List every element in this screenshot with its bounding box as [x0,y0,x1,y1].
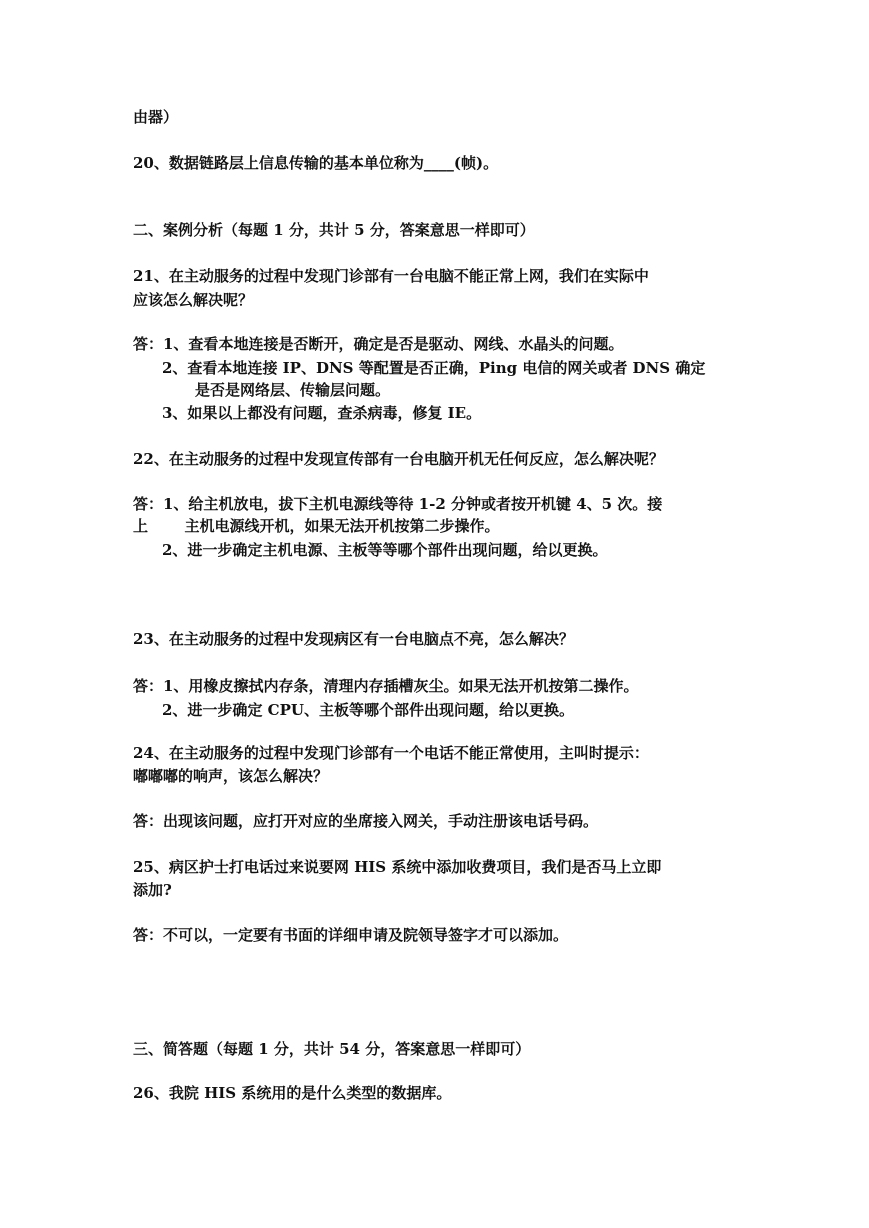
question-21: 21、在主动服务的过程中发现门诊部有一台电脑不能正常上网，我们在实际中 [133,267,649,285]
answer-23-2: 2、进一步确定 CPU、主板等哪个部件出现问题，给以更换。 [162,701,574,719]
question-21-cont: 应该怎么解决呢？ [133,291,254,309]
question-22: 22、在主动服务的过程中发现宣传部有一台电脑开机无任何反应，怎么解决呢？ [133,450,664,468]
question-25-cont: 添加? [133,881,172,899]
section-heading-2: 二、案例分析（每题 1 分，共计 5 分，答案意思一样即可） [133,221,535,239]
question-25: 25、病区护士打电话过来说要网 HIS 系统中添加收费项目，我们是否马上立即 [133,858,662,876]
answer-22-1-cont: 上 主机电源线开机，如果无法开机按第二步操作。 [133,517,500,535]
answer-25: 答：不可以，一定要有书面的详细申请及院领导签字才可以添加。 [133,926,569,944]
answer-22-2: 2、进一步确定主机电源、主板等等哪个部件出现问题，给以更换。 [162,541,608,559]
question-23: 23、在主动服务的过程中发现病区有一台电脑点不亮，怎么解决？ [133,630,574,648]
question-26: 26、我院 HIS 系统用的是什么类型的数据库。 [133,1084,452,1102]
answer-23-1: 答：1、用橡皮擦拭内存条，清理内存插槽灰尘。如果无法开机按第二操作。 [133,677,639,695]
text-line: 由器） [133,108,179,126]
answer-22-1: 答：1、给主机放电，拔下主机电源线等待 1-2 分钟或者按开机键 4、5 次。接 [133,495,663,513]
answer-21-1: 答：1、查看本地连接是否断开，确定是否是驱动、网线、水晶头的问题。 [133,335,624,353]
answer-21-2-cont: 是否是网络层、传输层问题。 [195,381,391,399]
answer-21-2: 2、查看本地连接 IP、DNS 等配置是否正确，Ping 电信的网关或者 DNS 确定 [162,359,706,377]
question-24: 24、在主动服务的过程中发现门诊部有一个电话不能正常使用，主叫时提示： [133,744,649,762]
answer-24: 答：出现该问题，应打开对应的坐席接入网关，手动注册该电话号码。 [133,812,599,830]
question-20: 20、数据链路层上信息传输的基本单位称为____(帧)。 [133,154,499,172]
section-heading-3: 三、简答题（每题 1 分，共计 54 分，答案意思一样即可） [133,1040,531,1058]
answer-21-3: 3、如果以上都没有问题，查杀病毒，修复 IE。 [162,404,482,422]
question-24-cont: 嘟嘟嘟的响声，该怎么解决？ [133,767,329,785]
